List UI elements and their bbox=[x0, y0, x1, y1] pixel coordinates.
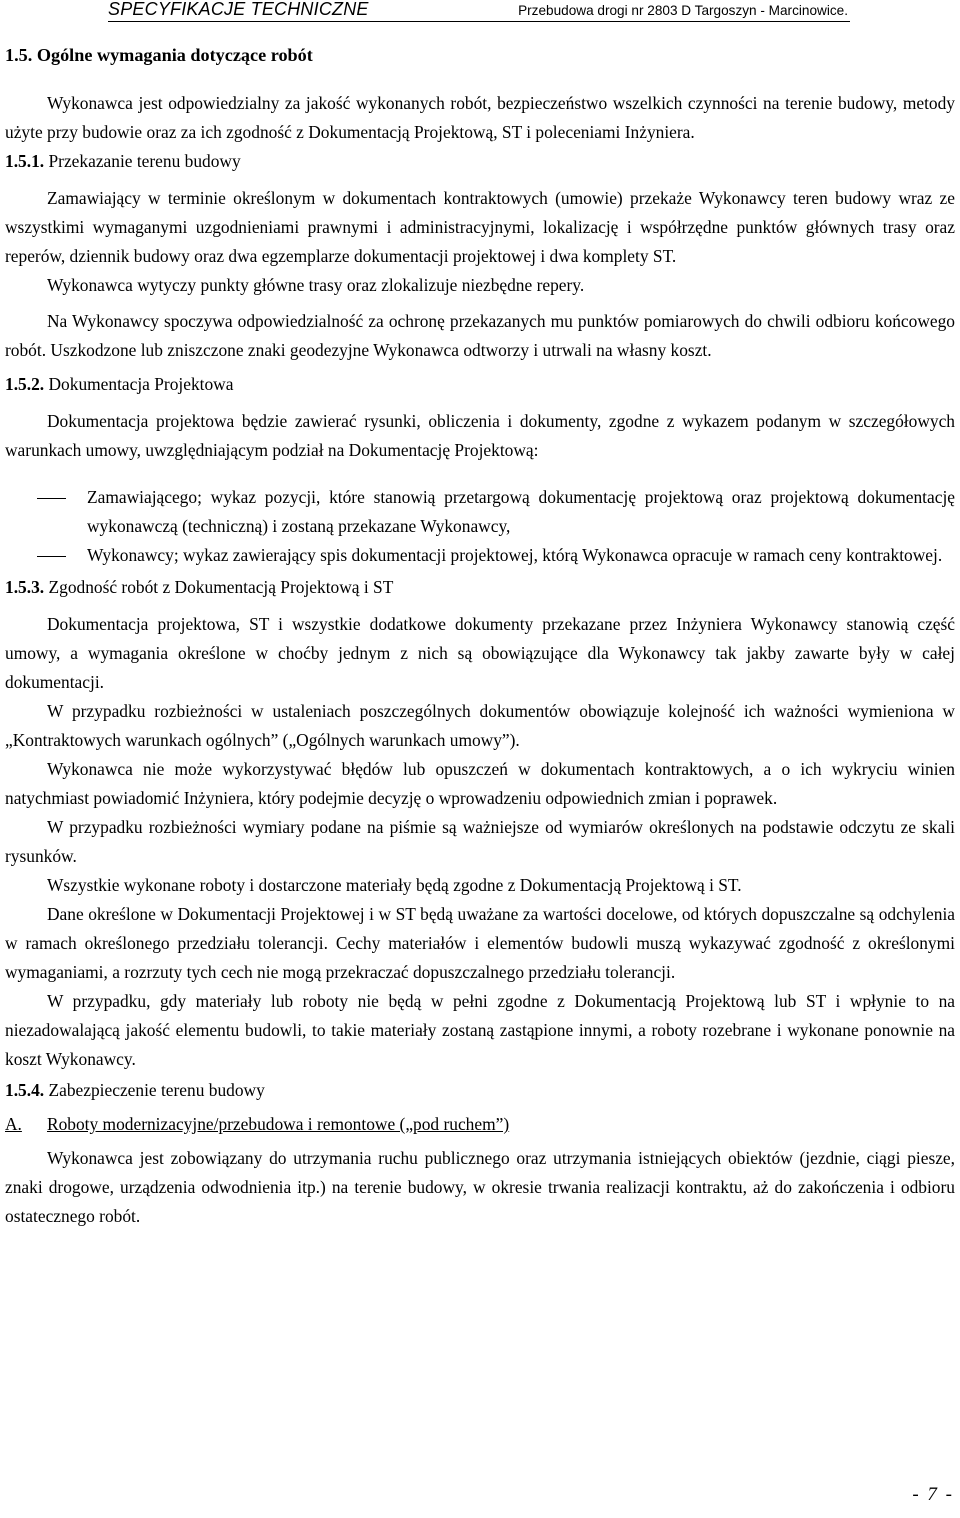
document-body bbox=[5, 40, 955, 1231]
paragraph: Wykonawca wytyczy punkty główne trasy oraz zlokalizuje niezbędne repery. bbox=[47, 275, 585, 295]
section-intro: Wykonawca jest odpowiedzialny za jakość wykonanych robót, bezpieczeństwo wszelkich czynności na terenie budowy, metody użyte przy budowie oraz za ich zgodność z Dokumentacją Projektową, ST i poleceniami Inżyniera. bbox=[5, 93, 955, 142]
header-project: Przebudowa drogi nr 2803 D Targoszyn - Marcinowice. bbox=[518, 3, 848, 18]
subsection-title: Zabezpieczenie terenu budowy bbox=[48, 1080, 265, 1100]
dash-list bbox=[5, 483, 955, 570]
subsection-number: 1.5.1. bbox=[5, 151, 45, 171]
subsection-number: 1.5.3. bbox=[5, 577, 45, 597]
subsection-title: Dokumentacja Projektowa bbox=[48, 374, 234, 394]
lettered-heading bbox=[5, 1110, 955, 1139]
paragraph: Wykonawca jest zobowiązany do utrzymania ruchu publicznego oraz utrzymania istniejących obiektów (jezdnie, ciągi piesze, znaki drogowe, urządzenia odwodnienia itp.) na terenie budowy, w okresie trwania realizacji kontraktu, aż do zakończenia i odbioru ostatecznego robót. bbox=[5, 1148, 955, 1226]
paragraph: W przypadku rozbieżności w ustaleniach poszczególnych dokumentów obowiązuje kolejność ich ważności wymieniona w „Kontraktowych warunkach ogólnych” („Ogólnych warunkach umowy”). bbox=[5, 701, 955, 750]
header-title: SPECYFIKACJE TECHNICZNE bbox=[108, 0, 369, 19]
paragraph: Wykonawca nie może wykorzystywać błędów lub opuszczeń w dokumentach kontraktowych, a o ich wykryciu winien natychmiast powiadomić Inżyniera, który podejmie decyzję o wprowadzeniu odpowiednich zmian i poprawek. bbox=[5, 759, 955, 808]
page-number: - 7 - bbox=[912, 1484, 954, 1505]
paragraph: Dokumentacja projektowa będzie zawierać rysunki, obliczenia i dokumenty, zgodne z wykazem podanym w szczegółowych warunkach umowy, uwzględniającym podział na Dokumentację Projektową: bbox=[5, 411, 955, 460]
subsection-heading-154 bbox=[5, 1076, 955, 1105]
lettered-label: A. bbox=[5, 1114, 22, 1134]
paragraph: W przypadku, gdy materiały lub roboty nie będą w pełni zgodne z Dokumentacją Projektową lub ST i wpłynie to na niezadowalającą jakość elementu budowli, to takie materiały zostaną zastąpione innymi, a roboty rozebrane i wykonane ponownie na koszt Wykonawcy. bbox=[5, 991, 955, 1069]
list-item: Wykonawcy; wykaz zawierający spis dokumentacji projektowej, którą Wykonawca opracuje w ramach ceny kontraktowej. bbox=[5, 541, 955, 570]
paragraph: Wszystkie wykonane roboty i dostarczone materiały będą zgodne z Dokumentacją Projektową i ST. bbox=[47, 875, 742, 895]
subsection-title: Zgodność robót z Dokumentacją Projektową i ST bbox=[48, 577, 394, 597]
subsection-title: Przekazanie terenu budowy bbox=[48, 151, 241, 171]
section-title: 1.5. Ogólne wymagania dotyczące robót bbox=[5, 45, 313, 65]
lettered-title: Roboty modernizacyjne/przebudowa i remontowe („pod ruchem”) bbox=[47, 1114, 510, 1134]
paragraph: W przypadku rozbieżności wymiary podane na piśmie są ważniejsze od wymiarów określonych na podstawie odczytu ze skali rysunków. bbox=[5, 817, 955, 866]
subsection-number: 1.5.4. bbox=[5, 1080, 45, 1100]
paragraph: Dokumentacja projektowa, ST i wszystkie dodatkowe dokumenty przekazane przez Inżyniera Wykonawcy stanowią część umowy, a wymagania określone w choćby jednym z nich są obowiązujące dla Wykonawcy tak jakby zawarte były w całej dokumentacji. bbox=[5, 614, 955, 692]
subsection-number: 1.5.2. bbox=[5, 374, 45, 394]
subsection-heading-151 bbox=[5, 147, 955, 176]
paragraph: Zamawiający w terminie określonym w dokumentach kontraktowych (umowie) przekaże Wykonawcy teren budowy wraz ze wszystkimi wymaganymi uzgodnieniami prawnymi i administracyjnymi, lokalizację i współrzędne punktów głównych trasy oraz reperów, dziennik budowy oraz dwa egzemplarze dokumentacji projektowej i dwa komplety ST. bbox=[5, 188, 955, 266]
header-divider bbox=[108, 21, 850, 22]
subsection-heading-153 bbox=[5, 573, 955, 602]
paragraph: Dane określone w Dokumentacji Projektowej i w ST będą uważane za wartości docelowe, od których dopuszczalne są odchylenia w ramach określonego przedziału tolerancji. Cechy materiałów i elementów budowli muszą wykazywać zgodność z określonymi wymaganiami, a rozrzuty tych cech nie mogą przekraczać dopuszczalnego przedziału tolerancji. bbox=[5, 904, 955, 982]
subsection-heading-152 bbox=[5, 370, 955, 399]
list-item: Zamawiającego; wykaz pozycji, które stanowią przetargową dokumentację projektową oraz projektową dokumentację wykonawczą (techniczną) i zostaną przekazane Wykonawcy, bbox=[5, 483, 955, 541]
paragraph: Na Wykonawcy spoczywa odpowiedzialność za ochronę przekazanych mu punktów pomiarowych do chwili odbioru końcowego robót. Uszkodzone lub zniszczone znaki geodezyjne Wykonawca odtworzy i utrwali na własny koszt. bbox=[5, 311, 955, 360]
